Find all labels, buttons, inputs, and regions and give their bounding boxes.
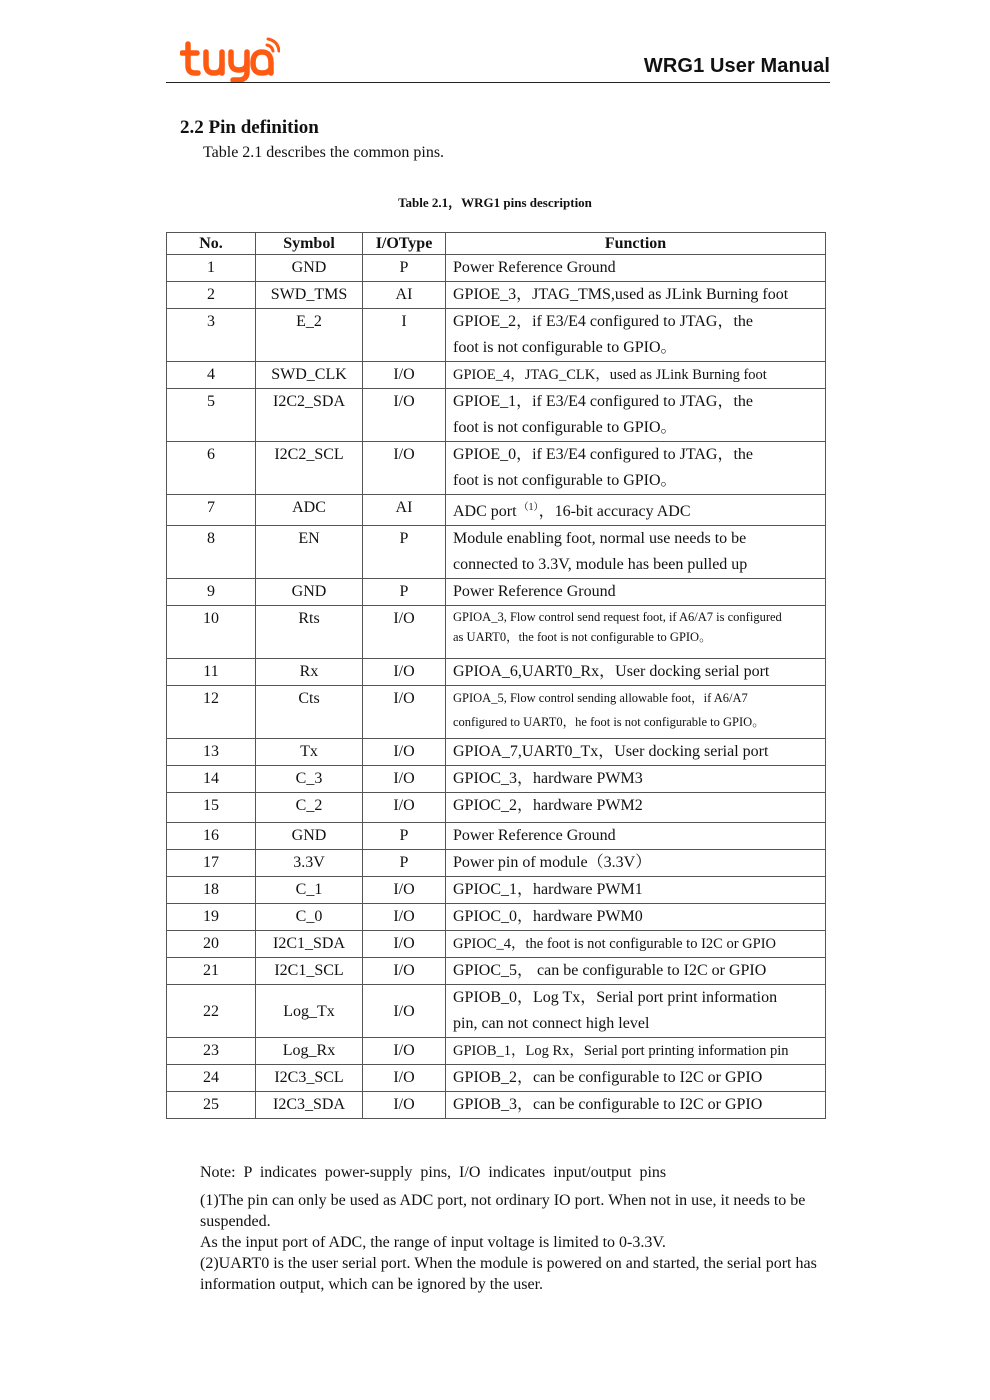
pin-io-type: I/O bbox=[393, 366, 415, 383]
pin-io-type: P bbox=[399, 259, 409, 276]
pin-function: Module enabling foot, normal use needs to be connected to 3.3V, module has been pulled up bbox=[453, 530, 748, 573]
table-row bbox=[167, 766, 826, 793]
pin-io-type: AI bbox=[395, 499, 413, 516]
pin-io-type: I/O bbox=[393, 908, 415, 925]
pin-symbol: I2C1_SCL bbox=[274, 962, 344, 979]
pin-number: 14 bbox=[203, 770, 219, 787]
pin-number: 18 bbox=[203, 881, 219, 898]
pin-symbol: C_0 bbox=[295, 908, 323, 925]
pin-symbol: I2C1_SDA bbox=[272, 935, 345, 952]
section-intro: Table 2.1 describes the common pins. bbox=[203, 144, 445, 161]
pin-io-type: I/O bbox=[393, 690, 415, 707]
pin-symbol: 3.3V bbox=[293, 854, 325, 871]
pin-symbol: EN bbox=[298, 530, 320, 547]
pin-symbol: E_2 bbox=[296, 313, 322, 330]
pin-symbol: GND bbox=[291, 259, 327, 276]
pin-io-type: P bbox=[399, 583, 409, 600]
table-row bbox=[167, 958, 826, 985]
table-row bbox=[167, 282, 826, 309]
pin-io-type: P bbox=[399, 530, 409, 547]
tuya-logo bbox=[180, 36, 280, 82]
pin-function: GPIOC_3，hardware PWM3 bbox=[453, 770, 643, 787]
pin-io-type: I/O bbox=[393, 962, 415, 979]
pin-number: 4 bbox=[207, 366, 215, 383]
pin-symbol: C_1 bbox=[295, 881, 323, 898]
table-row bbox=[167, 389, 826, 442]
pin-function: Power Reference Ground bbox=[453, 583, 616, 600]
table-row bbox=[167, 739, 826, 766]
pin-symbol: Log_Rx bbox=[282, 1042, 336, 1059]
table-notes bbox=[200, 1162, 850, 1295]
pin-symbol: Rx bbox=[299, 663, 319, 680]
pin-function: GPIOA_7,UART0_Tx，User docking serial port bbox=[453, 743, 769, 760]
pin-io-type: I bbox=[401, 313, 407, 330]
pin-symbol: I2C3_SCL bbox=[274, 1069, 344, 1086]
pin-io-type: I/O bbox=[393, 770, 415, 787]
pin-number: 22 bbox=[203, 1003, 219, 1020]
pin-number: 13 bbox=[203, 743, 219, 760]
pin-io-type: I/O bbox=[393, 393, 415, 410]
pin-symbol: Rts bbox=[298, 610, 320, 627]
pin-number: 12 bbox=[203, 690, 219, 707]
pin-number: 10 bbox=[203, 610, 219, 627]
table-row bbox=[167, 309, 826, 362]
pin-function: Power Reference Ground bbox=[453, 827, 616, 844]
table-row bbox=[167, 1092, 826, 1119]
pin-function: GPIOA_3, Flow control send request foot, if A6/A7 is configured as UART0，the foot is not configurable to GPIO。 bbox=[453, 610, 782, 644]
pin-io-type: I/O bbox=[393, 1003, 415, 1020]
pin-number: 15 bbox=[203, 797, 219, 814]
pin-symbol: SWD_CLK bbox=[271, 366, 347, 383]
table-row bbox=[167, 606, 826, 659]
pin-number: 5 bbox=[207, 393, 215, 410]
pin-number: 23 bbox=[203, 1042, 219, 1059]
pin-function: GPIOC_4，the foot is not configurable to I2C or GPIO bbox=[453, 936, 776, 952]
table-row bbox=[167, 877, 826, 904]
pin-number: 20 bbox=[203, 935, 219, 952]
note-2: (2)UART0 is the user serial port. When the module is powered on and started, the serial port has information output, which can be ignored by the user. bbox=[200, 1255, 817, 1293]
pin-function: Power Reference Ground bbox=[453, 259, 616, 276]
pin-function: GPIOB_2，can be configurable to I2C or GPIO bbox=[453, 1069, 763, 1086]
pin-symbol: I2C2_SCL bbox=[274, 446, 344, 463]
column-header-symbol: Symbol bbox=[256, 233, 363, 255]
pin-number: 3 bbox=[207, 313, 215, 330]
column-header-iotype: I/OType bbox=[363, 233, 446, 255]
table-row bbox=[167, 255, 826, 282]
note-1: (1)The pin can only be used as ADC port, not ordinary IO port. When not in use, it needs to be suspended. bbox=[200, 1192, 806, 1230]
pin-symbol: ADC bbox=[292, 499, 326, 516]
pin-symbol: GND bbox=[291, 583, 327, 600]
table-row bbox=[167, 686, 826, 739]
pin-number: 1 bbox=[207, 259, 215, 276]
pin-io-type: I/O bbox=[393, 1069, 415, 1086]
table-row bbox=[167, 362, 826, 389]
footnote-ref: （1） bbox=[518, 502, 539, 513]
note-legend: Note: P indicates power-supply pins, I/O indicates input/output pins bbox=[200, 1164, 667, 1181]
pin-number: 11 bbox=[203, 663, 219, 680]
pin-io-type: P bbox=[399, 827, 409, 844]
pin-function: Power pin of module（3.3V） bbox=[453, 854, 652, 871]
pin-number: 7 bbox=[207, 499, 215, 516]
table-row bbox=[167, 793, 826, 823]
table-row bbox=[167, 526, 826, 579]
table-row bbox=[167, 442, 826, 495]
pin-io-type: I/O bbox=[393, 446, 415, 463]
pin-function: GPIOB_1，Log Rx，Serial port printing information pin bbox=[453, 1043, 789, 1059]
pin-function: GPIOE_1，if E3/E4 configured to JTAG，the foot is not configurable to GPIO。 bbox=[453, 393, 754, 436]
pin-io-type: I/O bbox=[393, 797, 415, 814]
pin-io-type: I/O bbox=[393, 1096, 415, 1113]
pin-io-type: P bbox=[399, 854, 409, 871]
pin-io-type: AI bbox=[395, 286, 413, 303]
pin-number: 21 bbox=[203, 962, 219, 979]
pin-function: GPIOB_3，can be configurable to I2C or GPIO bbox=[453, 1096, 763, 1113]
pin-function: GPIOE_3，JTAG_TMS,used as JLink Burning foot bbox=[453, 286, 789, 303]
pin-number: 25 bbox=[203, 1096, 219, 1113]
pin-number: 24 bbox=[203, 1069, 219, 1086]
note-1-voltage: As the input port of ADC, the range of input voltage is limited to 0-3.3V. bbox=[200, 1234, 666, 1251]
header-divider bbox=[166, 82, 830, 83]
table-row bbox=[167, 579, 826, 606]
pin-number: 17 bbox=[203, 854, 219, 871]
pin-function: GPIOA_6,UART0_Rx，User docking serial port bbox=[453, 663, 770, 680]
table-caption: Table 2.1，WRG1 pins description bbox=[398, 195, 592, 210]
pin-io-type: I/O bbox=[393, 881, 415, 898]
column-header-no: No. bbox=[167, 233, 256, 255]
pin-number: 2 bbox=[207, 286, 215, 303]
pin-io-type: I/O bbox=[393, 1042, 415, 1059]
pin-function: ADC port $^{(1)}$，16-bit accuracy ADC bbox=[453, 502, 691, 520]
pin-number: 19 bbox=[203, 908, 219, 925]
table-row bbox=[167, 1038, 826, 1065]
pin-io-type: I/O bbox=[393, 663, 415, 680]
table-row bbox=[167, 904, 826, 931]
pin-number: 16 bbox=[203, 827, 219, 844]
pin-function: GPIOE_4，JTAG_CLK，used as JLink Burning foot bbox=[453, 367, 767, 383]
pin-function: GPIOC_5， can be configurable to I2C or GPIO bbox=[453, 962, 767, 979]
table-row bbox=[167, 931, 826, 958]
table-row bbox=[167, 823, 826, 850]
pin-symbol: C_2 bbox=[295, 797, 323, 814]
pin-symbol: SWD_TMS bbox=[270, 286, 348, 303]
pin-symbol: Cts bbox=[298, 690, 320, 707]
table-header-row bbox=[167, 233, 826, 255]
column-header-function: Function bbox=[446, 233, 826, 255]
pin-symbol: I2C2_SDA bbox=[272, 393, 345, 410]
pin-function: GPIOC_0，hardware PWM0 bbox=[453, 908, 643, 925]
table-row bbox=[167, 1065, 826, 1092]
pin-io-type: I/O bbox=[393, 610, 415, 627]
pin-number: 9 bbox=[207, 583, 215, 600]
pin-function: GPIOB_0，Log Tx，Serial port print information pin, can not connect high level bbox=[453, 989, 778, 1032]
table-row bbox=[167, 850, 826, 877]
document-title: WRG1 User Manual bbox=[643, 55, 830, 77]
pin-symbol: I2C3_SDA bbox=[272, 1096, 345, 1113]
pin-symbol: Tx bbox=[300, 743, 318, 760]
table-row bbox=[167, 495, 826, 526]
section-title: 2.2 Pin definition bbox=[180, 117, 319, 138]
pin-number: 6 bbox=[207, 446, 215, 463]
pin-symbol: GND bbox=[291, 827, 327, 844]
pin-function: GPIOA_5, Flow control sending allowable foot，if A6/A7 configured to UART0，he foot is not configurable to GPIO。 bbox=[453, 691, 765, 729]
pin-function: GPIOE_0，if E3/E4 configured to JTAG，the foot is not configurable to GPIO。 bbox=[453, 446, 754, 489]
pin-symbol: C_3 bbox=[295, 770, 323, 787]
pin-table bbox=[166, 232, 826, 1119]
pin-io-type: I/O bbox=[393, 743, 415, 760]
pin-number: 8 bbox=[207, 530, 215, 547]
table-row bbox=[167, 985, 826, 1038]
pin-function: GPIOE_2，if E3/E4 configured to JTAG，the foot is not configurable to GPIO。 bbox=[453, 313, 754, 356]
pin-symbol: Log_Tx bbox=[283, 1003, 335, 1020]
pin-io-type: I/O bbox=[393, 935, 415, 952]
pin-function: GPIOC_1，hardware PWM1 bbox=[453, 881, 643, 898]
pin-function: GPIOC_2，hardware PWM2 bbox=[453, 797, 643, 814]
table-row bbox=[167, 659, 826, 686]
